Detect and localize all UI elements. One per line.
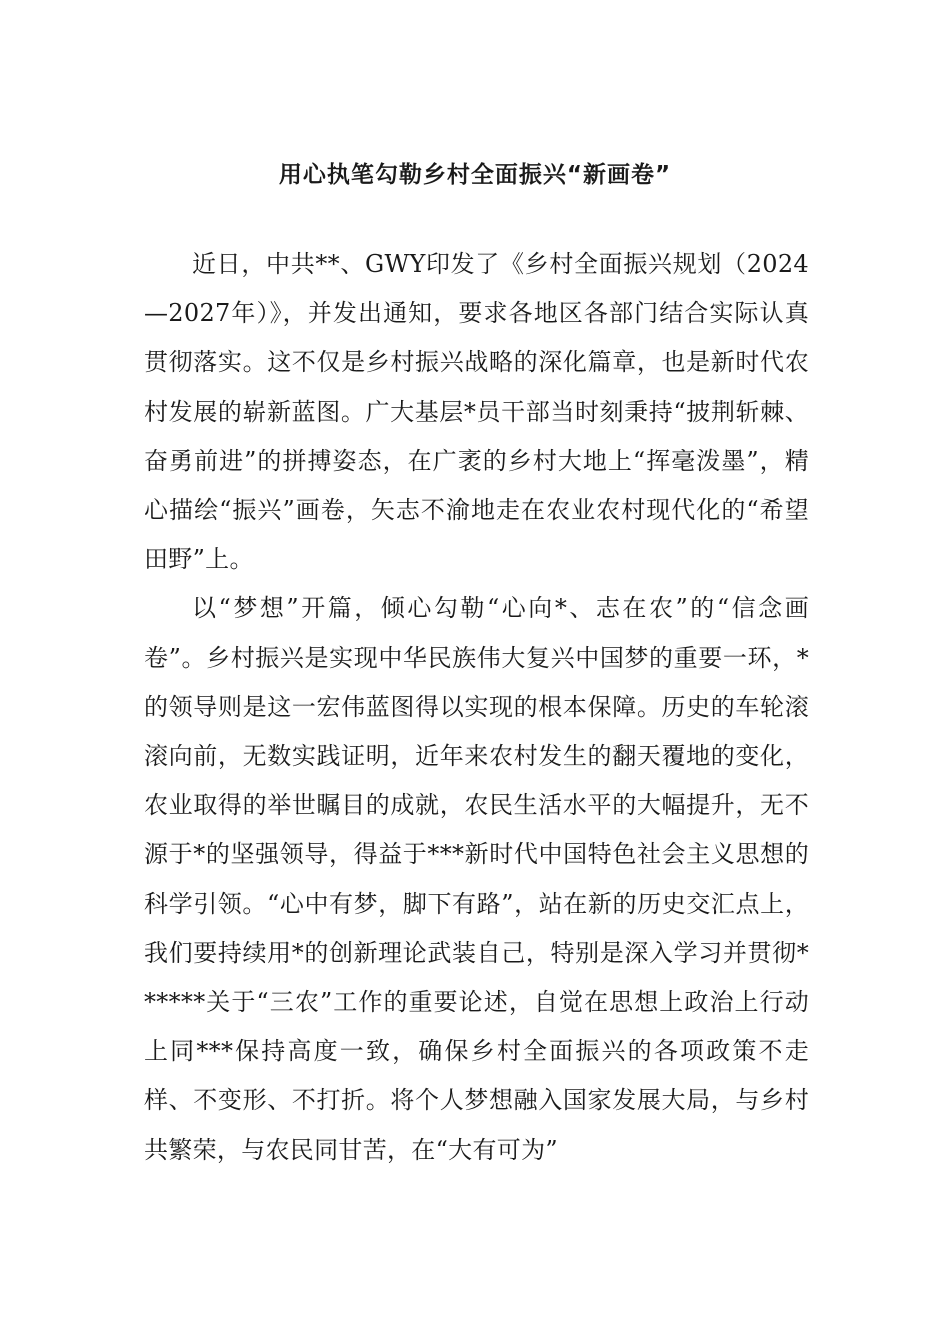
document-title: 用心执笔勾勒乡村全面振兴“新画卷” [278,162,672,188]
document-body [144,240,809,1175]
paragraph-1: 近日，中共**、GWY印发了《乡村全面振兴规划（2024—2027年）》，并发出通知，要求各地区各部门结合实际认真贯彻落实。这不仅是乡村振兴战略的深化篇章，也是新时代农村发展的崭新蓝图。广大基层*员干部当时刻秉持“披荆斩棘、奋勇前进”的拼搏姿态，在广袤的乡村大地上“挥毫泼墨”，精心描绘“振兴”画卷，矢志不渝地走在农业农村现代化的“希望田野”上。 [144,250,809,574]
paragraph-2: 以“梦想”开篇，倾心勾勒“心向*、志在农”的“信念画卷”。乡村振兴是实现中华民族伟大复兴中国梦的重要一环，*的领导则是这一宏伟蓝图得以实现的根本保障。历史的车轮滚滚向前，无数实践证明，近年来农村发生的翻天覆地的变化，农业取得的举世瞩目的成就，农民生活水平的大幅提升，无不源于*的坚强领导，得益于***新时代中国特色社会主义思想的科学引领。“心中有梦，脚下有路”，站在新的历史交汇点上，我们要持续用*的创新理论武装自己，特别是深入学习并贯彻******关于“三农”工作的重要论述，自觉在思想上政治上行动上同***保持高度一致，确保乡村全面振兴的各项政策不走样、不变形、不打折。将个人梦想融入国家发展大局，与乡村共繁荣，与农民同甘苦，在“大有可为” [144,594,809,1164]
